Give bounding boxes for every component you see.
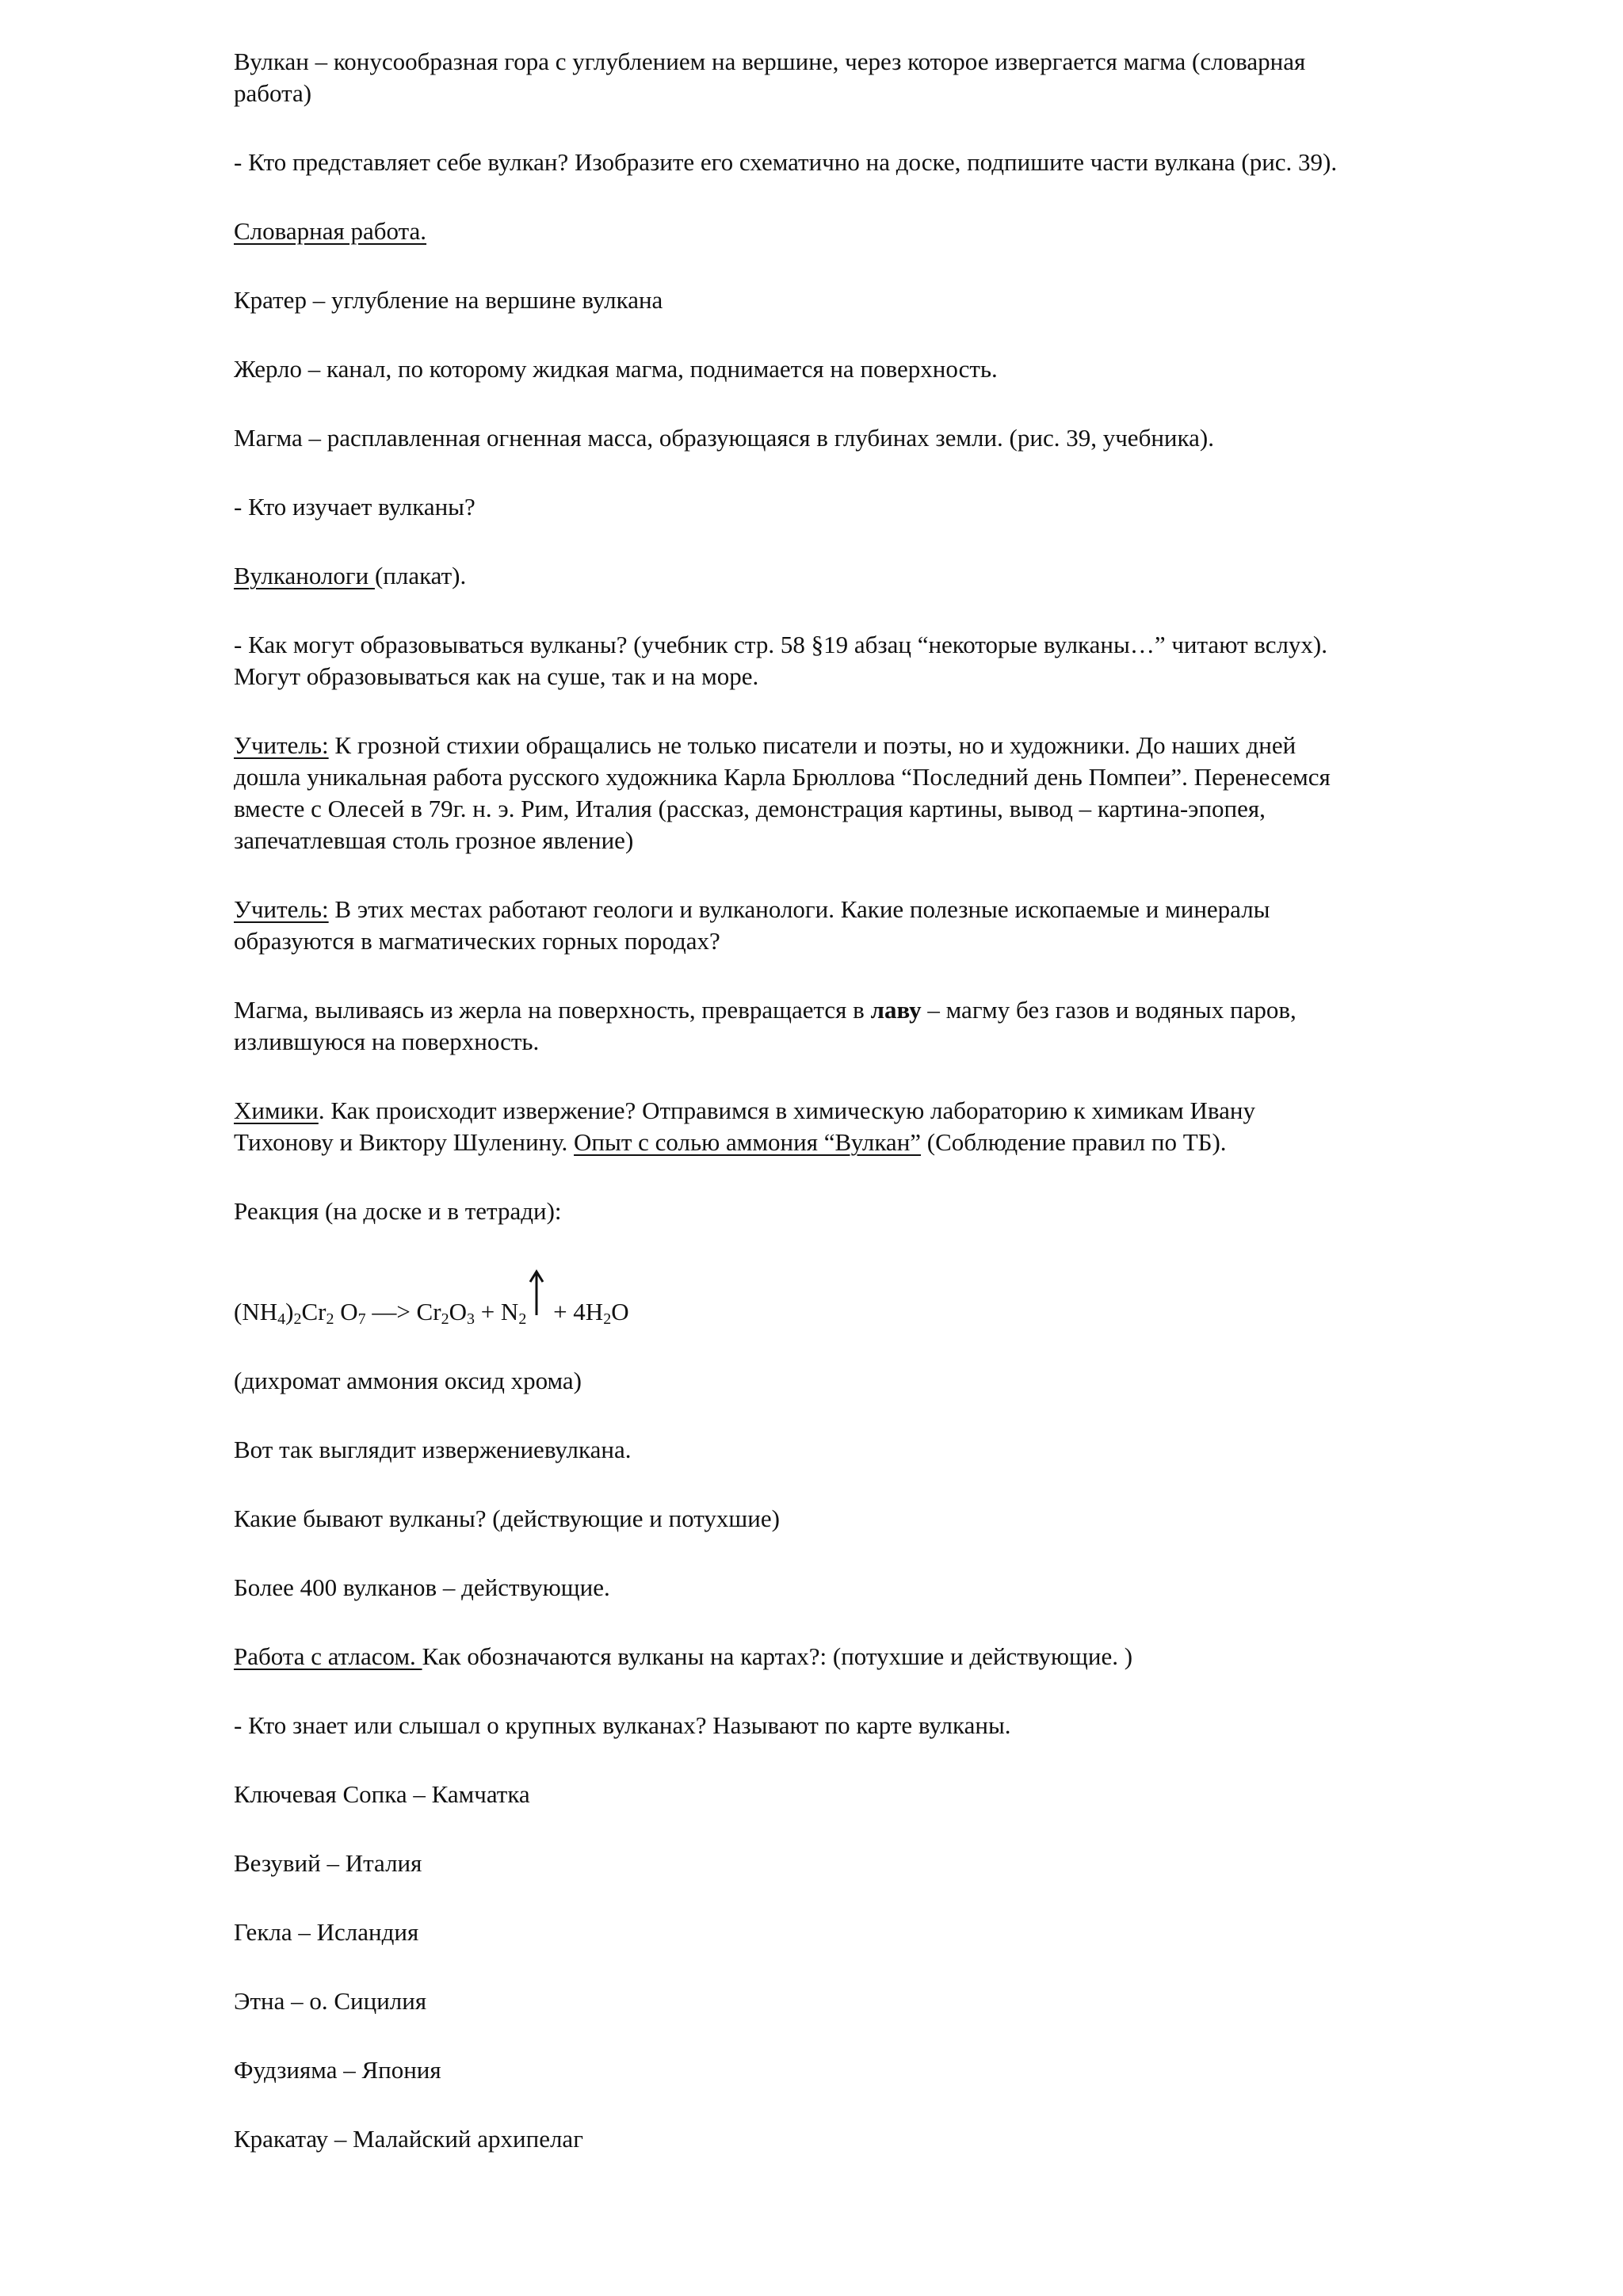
text-line: работа) [234, 79, 312, 107]
volcano-list-item [234, 1848, 1510, 1879]
text-line: Вулкан – конусообразная гора с углублением на вершине, через которое извергается магма (словарная [234, 48, 1306, 75]
gas-release-arrow-icon [526, 1296, 547, 1328]
chemical-equation [234, 1296, 1510, 1328]
text-line: - Кто знает или слышал о крупных вулканах? Называют по карте вулканы. [234, 1711, 1011, 1739]
paragraph-volcano-definition [234, 46, 1510, 109]
formula-part: ) [285, 1298, 294, 1325]
volcano-list-item [234, 1917, 1510, 1948]
text-line: Какие бывают вулканы? (действующие и потухшие) [234, 1505, 780, 1532]
formula-part: (NH [234, 1298, 278, 1325]
text-line: образуются в магматических горных породах? [234, 927, 720, 955]
formula-subscript: 2 [441, 1310, 449, 1328]
paragraph-vent [234, 353, 1510, 385]
paragraph-crater [234, 284, 1510, 316]
formula-part: + N [474, 1298, 519, 1325]
underlined-term: Химики [234, 1097, 319, 1124]
formula-part: + 4H [547, 1298, 604, 1325]
underlined-term: Вулканологи [234, 562, 375, 589]
paragraph-compounds [234, 1365, 1510, 1397]
formula-part: —> Cr [365, 1298, 441, 1325]
paragraph-who-studies [234, 491, 1510, 523]
text-line: Жерло – канал, по которому жидкая магма, поднимается на поверхность. [234, 355, 998, 383]
text-line: Магма – расплавленная огненная масса, образующаяся в глубинах земли. (рис. 39, учебника). [234, 424, 1214, 452]
document-page [234, 46, 1510, 2155]
formula-subscript: 2 [293, 1310, 302, 1328]
volcano-list-item [234, 1985, 1510, 2017]
text-run: (плакат). [374, 562, 467, 589]
underlined-term: Учитель: [234, 731, 329, 759]
underlined-term: Работа с атласом. [234, 1642, 422, 1670]
text-line: - Как могут образовываться вулканы? (учебник стр. 58 §19 абзац “некоторые вулканы…” читают вслух). [234, 631, 1327, 658]
text-run: К грозной стихии обращались не только писатели и поэты, но и художники. До наших дней [328, 731, 1296, 759]
paragraph-eruption-look [234, 1434, 1510, 1466]
bold-term: лаву [870, 996, 922, 1024]
formula-subscript: 2 [603, 1310, 612, 1328]
text-line: Ключевая Сопка – Камчатка [234, 1780, 530, 1808]
volcano-list-item [234, 1779, 1510, 1810]
heading-vocabulary [234, 215, 1510, 247]
formula-part: O [449, 1298, 467, 1325]
paragraph-atlas [234, 1641, 1510, 1672]
text-line: Вот так выглядит извержениевулкана. [234, 1436, 632, 1463]
text-line: дошла уникальная работа русского художника Карла Брюллова “Последний день Помпеи”. Перенесемся [234, 763, 1331, 791]
text-line: Этна – о. Сицилия [234, 1987, 427, 2015]
text-line: Кратер – углубление на вершине вулкана [234, 286, 663, 314]
text-line: Кракатау – Малайский архипелаг [234, 2125, 583, 2153]
text-line: Гекла – Исландия [234, 1918, 419, 1946]
paragraph-volcanologists [234, 560, 1510, 592]
text-line: Фудзияма – Япония [234, 2056, 441, 2084]
text-run: (Соблюдение правил по ТБ). [921, 1128, 1227, 1156]
text-line: Везувий – Италия [234, 1849, 422, 1877]
text-line: вместе с Олесей в 79г. н. э. Рим, Италия (рассказ, демонстрация картины, вывод – картина-эпопея, [234, 795, 1266, 822]
paragraph-teacher-pompeii [234, 730, 1510, 856]
text-line: Более 400 вулканов – действующие. [234, 1573, 610, 1601]
text-line: запечатлевшая столь грозное явление) [234, 826, 634, 854]
text-run: . Как происходит извержение? Отправимся в химическую лабораторию к химикам Ивану [318, 1097, 1255, 1124]
text-line: (дихромат аммония оксид хрома) [234, 1367, 582, 1394]
text-line: излившуюся на поверхность. [234, 1028, 540, 1055]
paragraph-chemists [234, 1095, 1510, 1158]
formula-subscript: 2 [326, 1310, 334, 1328]
paragraph-large-volcanoes [234, 1710, 1510, 1741]
text-line: - Кто изучает вулканы? [234, 493, 475, 521]
text-run: Магма, выливаясь из жерла на поверхность, превращается в [234, 996, 871, 1024]
text-line: Могут образовываться как на суше, так и на море. [234, 662, 759, 690]
underlined-term: Опыт с солью аммония “Вулкан” [574, 1128, 922, 1156]
paragraph-reaction [234, 1196, 1510, 1227]
volcano-list-item [234, 2123, 1510, 2155]
volcano-list-item [234, 2054, 1510, 2086]
text-run: В этих местах работают геологи и вулканологи. Какие полезные ископаемые и минералы [328, 895, 1270, 923]
paragraph-active-count [234, 1572, 1510, 1604]
paragraph-teacher-minerals [234, 894, 1510, 957]
text-run: – магму без газов и водяных паров, [921, 996, 1296, 1024]
formula-part: O [334, 1298, 358, 1325]
formula-subscript: 2 [518, 1310, 527, 1328]
text-run: Тихонову и Виктору Шуленину. [234, 1128, 575, 1156]
paragraph-question-draw [234, 147, 1510, 178]
paragraph-volcano-types [234, 1503, 1510, 1535]
underlined-heading: Словарная работа. [234, 217, 427, 245]
formula-part: O [611, 1298, 629, 1325]
underlined-term: Учитель: [234, 895, 329, 923]
text-line: Реакция (на доске и в тетради): [234, 1197, 562, 1225]
formula-subscript: 3 [466, 1310, 475, 1328]
formula-part: Cr [301, 1298, 327, 1325]
formula-subscript: 7 [357, 1310, 366, 1328]
paragraph-lava [234, 994, 1510, 1058]
paragraph-magma [234, 422, 1510, 454]
paragraph-formation [234, 629, 1510, 692]
formula-subscript: 4 [277, 1310, 286, 1328]
text-run: Как обозначаются вулканы на картах?: (потухшие и действующие. ) [422, 1642, 1133, 1670]
text-line: - Кто представляет себе вулкан? Изобразите его схематично на доске, подпишите части вулкана (рис. 39). [234, 148, 1338, 176]
